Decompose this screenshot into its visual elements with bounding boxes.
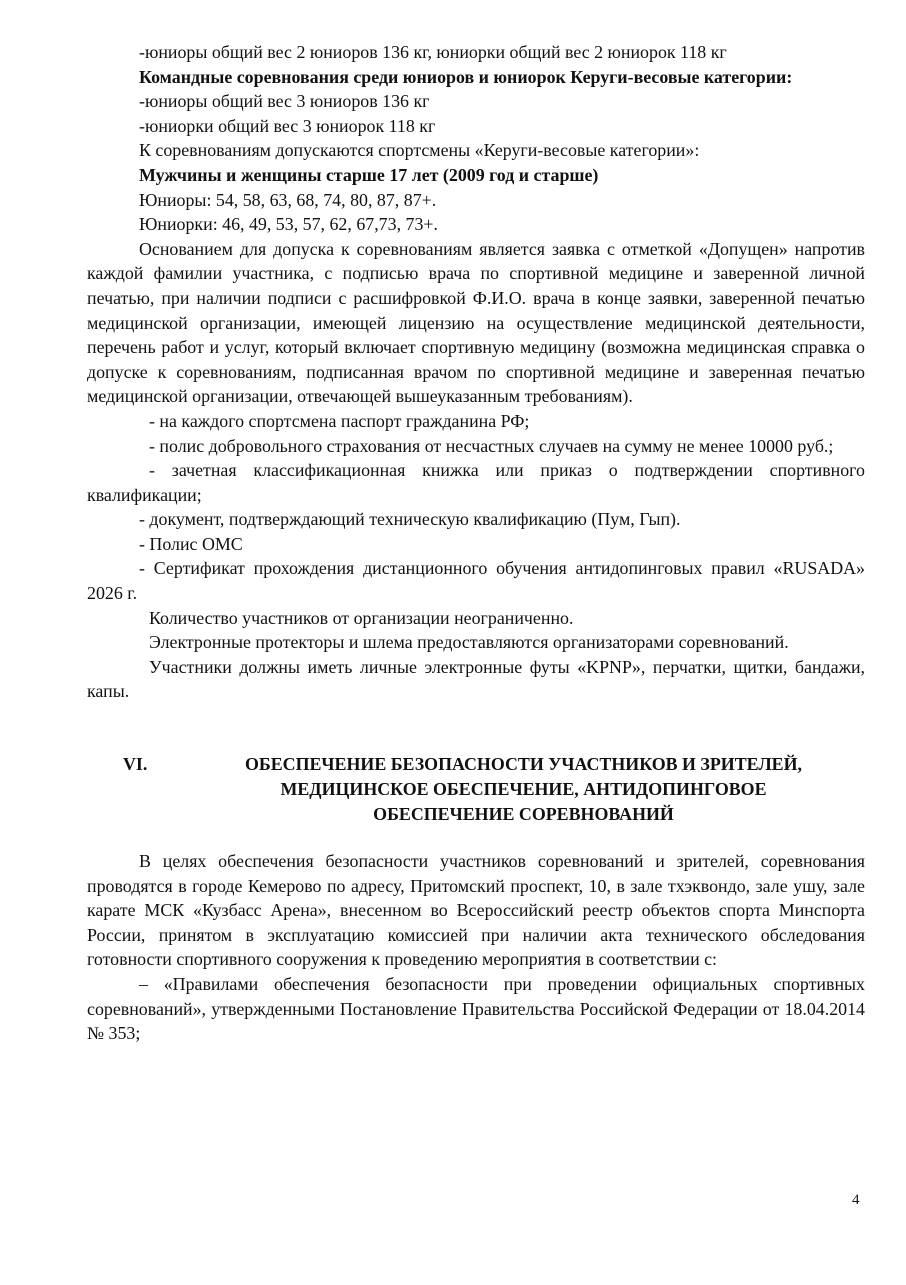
doc-passport: - на каждого спортсмена паспорт гражданина РФ; xyxy=(149,410,530,431)
doc-oms-policy: - Полис ОМС xyxy=(139,533,243,554)
document-page xyxy=(87,40,865,1046)
weight-line-pairs: -юниоры общий вес 2 юниоров 136 кг, юниорки общий вес 2 юниорок 118 кг xyxy=(139,42,727,62)
age-group-text: Мужчины и женщины старше 17 лет (2009 год и старше) xyxy=(139,164,599,185)
section-title-line-2: МЕДИЦИНСКОЕ ОБЕСПЕЧЕНИЕ, АНТИДОПИНГОВОЕ xyxy=(280,779,767,800)
junior-girls-weights: Юниорки: 46, 49, 53, 57, 62, 67,73, 73+. xyxy=(139,214,438,235)
participants-count-text: Количество участников от организации неограниченно. xyxy=(149,607,574,628)
equipment-text: Участники должны иметь личные электронные футы «KPNP», перчатки, щитки, бандажи, капы. xyxy=(87,656,865,702)
doc-insurance: - полис добровольного страхования от несчастных случаев на сумму не менее 10000 руб.; xyxy=(149,435,834,456)
rules-paragraph: – «Правилами обеспечения безопасности при проведении официальных спортивных соревнований», утвержденными Постановление Правительства Российской Федерации от 18.04.2014 № 353; xyxy=(87,974,865,1044)
team-item-juniors: -юниоры общий вес 3 юниоров 136 кг xyxy=(139,91,430,112)
admission-text: К соревнованиям допускаются спортсмены «Керуги-весовые категории»: xyxy=(139,140,700,161)
section-title-line-3: ОБЕСПЕЧЕНИЕ СОРЕВНОВАНИЙ xyxy=(373,804,674,825)
safety-paragraph: В целях обеспечения безопасности участников соревнований и зрителей, соревнования проводятся в городе Кемерово по адресу, Притомский проспект, 10, в зале тхэквондо, зале ушу, зале карате МСК «Кузбасс Арена», внесенном во Всероссийский реестр объектов спорта Минспорта России, принятом в эксплуатацию комиссией при наличии акта технического обследования готовности спортивного сооружения к проведению мероприятия в соответствии с: xyxy=(87,851,865,970)
team-competition-heading: Командные соревнования среди юниоров и юниорок Керуги-весовые категории: xyxy=(139,66,793,87)
section-title-line-1: ОБЕСПЕЧЕНИЕ БЕЗОПАСНОСТИ УЧАСТНИКОВ И ЗРИТЕЛЕЙ, xyxy=(244,754,803,775)
section-heading xyxy=(87,752,865,827)
doc-rusada-certificate: - Сертификат прохождения дистанционного обучения антидопинговых правил «RUSADA» 2026 г. xyxy=(87,558,865,604)
section-number: VI. xyxy=(123,754,148,775)
admission-basis-paragraph: Основанием для допуска к соревнованиям является заявка с отметкой «Допущен» напротив каждой фамилии участника, с подписью врача по спортивной медицине и заверенной личной печатью, при наличии подписи с расшифровкой Ф.И.О. врача в конце заявки, заверенной печатью медицинской организации, имеющей лицензию на осуществление медицинской деятельности, перечень работ и услуг, который включает спортивную медицину (возможна медицинская справка о допуске к соревнованиям, подписанная врачом по спортивной медицине и заверенная печатью медицинской организации, отвечающей вышеуказанным требованиям). xyxy=(87,238,865,407)
doc-technical-qualification: - документ, подтверждающий техническую квалификацию (Пум, Гып). xyxy=(139,509,681,530)
doc-qualification-book: - зачетная классификационная книжка или приказ о подтверждении спортивного квалификации; xyxy=(87,460,865,505)
team-item-junior-girls: -юниорки общий вес 3 юниорок 118 кг xyxy=(139,115,436,136)
protectors-text: Электронные протекторы и шлема предоставляются организаторами соревнований. xyxy=(149,632,789,653)
page-number: 4 xyxy=(852,1192,860,1208)
juniors-weights: Юниоры: 54, 58, 63, 68, 74, 80, 87, 87+. xyxy=(139,189,437,210)
